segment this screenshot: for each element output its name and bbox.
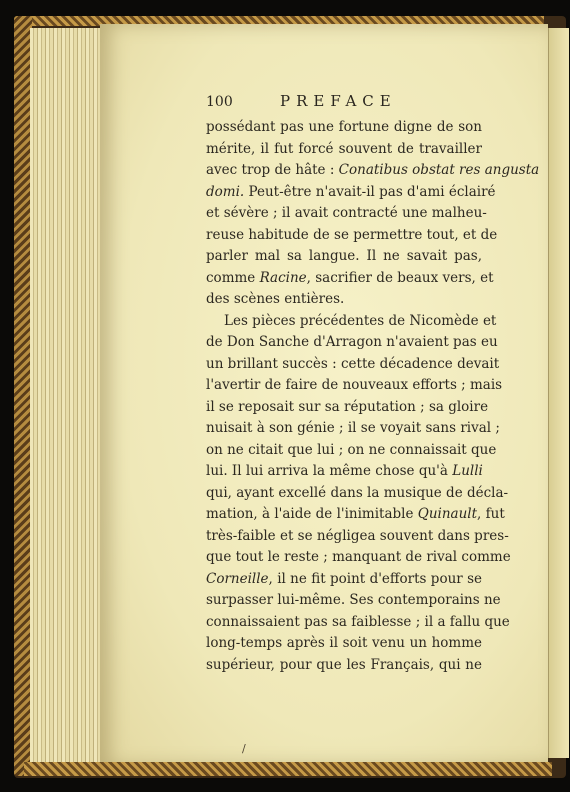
text-line (206, 440, 497, 462)
text-run: des scènes entières. (206, 291, 345, 307)
text-line (206, 268, 494, 290)
bottom-mark: / (242, 742, 246, 755)
page-title: PREFACE (280, 92, 397, 110)
running-head (206, 92, 416, 114)
text-run: un brillant succès : cette décadence devait (206, 355, 500, 372)
text-run: parler mal sa langue. Il ne savait pas, (206, 248, 482, 264)
text-line (206, 590, 501, 612)
italic-text-run: Quinault (417, 506, 478, 522)
text-run: supérieur, pour que les Français, qui ne (206, 656, 482, 673)
text-line (206, 225, 498, 247)
text-line (206, 418, 500, 440)
italic-text-run: Lulli (452, 463, 483, 479)
text-line (206, 633, 482, 655)
text-run: que tout le reste ; manquant de rival comme (206, 549, 511, 565)
text-run: connaissaient pas sa faiblesse ; il a fallu que (206, 613, 510, 630)
text-line (206, 311, 497, 333)
page-number: 100 (206, 94, 233, 110)
text-run: de Don Sanche d'Arragon n'avaient pas eu (206, 334, 498, 350)
text-run: nuisait à son génie ; il se voyait sans rival ; (206, 420, 500, 436)
text-line (206, 547, 511, 569)
text-line (206, 526, 509, 548)
text-line (206, 483, 509, 505)
text-line (206, 461, 482, 483)
text-line (206, 117, 482, 139)
body-text (206, 117, 540, 676)
text-run: Peut-être n'avait-il pas d'ami éclairé (244, 183, 496, 200)
text-line (206, 139, 482, 161)
text-run: mérite, il fut forcé souvent de travailler (206, 140, 482, 157)
text-line (206, 289, 482, 311)
text-run: on ne citait que lui ; on ne connaissait que (206, 441, 497, 458)
page-stack (30, 28, 103, 766)
text-run: , il ne fit point d'efforts pour se (268, 570, 482, 587)
text-run: comme (206, 269, 260, 286)
text-run: et sévère ; il avait contracté une malheu- (206, 205, 487, 221)
facing-page-edge (548, 28, 569, 758)
italic-text-run: Corneille (206, 570, 269, 587)
text-line (206, 569, 482, 591)
text-line (206, 397, 489, 419)
text-run: Les pièces précédentes de Nicomède et (224, 312, 497, 329)
text-run: mation, à l'aide de l'inimitable (206, 506, 418, 522)
text-line (206, 504, 505, 526)
italic-text-run: Conatibus obstat res angusta (338, 162, 540, 178)
text-run: surpasser lui-même. Ses contemporains ne (206, 592, 501, 608)
text-line (206, 655, 482, 677)
text-run: reuse habitude de se permettre tout, et de (206, 226, 498, 243)
text-line (206, 332, 498, 354)
gilt-bottom-edge (24, 762, 552, 776)
text-line (206, 246, 482, 268)
text-run: lui. Il lui arriva la même chose qu'à (206, 463, 453, 479)
text-line (206, 203, 487, 225)
text-line (206, 182, 496, 204)
text-run: qui, ayant excellé dans la musique de décla- (206, 484, 509, 501)
italic-text-run: Racine (259, 269, 307, 286)
text-line (206, 375, 503, 397)
text-run: possédant pas une fortune digne de son (206, 119, 482, 135)
text-run: très-faible et se négligea souvent dans pres- (206, 527, 509, 544)
text-run: , sacrifier de beaux vers, et (306, 269, 494, 286)
text-run: avec trop de hâte : (206, 162, 339, 178)
text-line (206, 354, 500, 376)
text-run: il se reposait sur sa réputation ; sa gloire (206, 398, 489, 415)
text-line (206, 612, 510, 634)
text-run: l'avertir de faire de nouveaux efforts ; mais (206, 377, 503, 393)
text-line (206, 160, 540, 182)
text-run: , fut (477, 506, 505, 522)
text-run: long-temps après il soit venu un homme (206, 635, 482, 651)
italic-text-run: domi. (206, 183, 245, 200)
